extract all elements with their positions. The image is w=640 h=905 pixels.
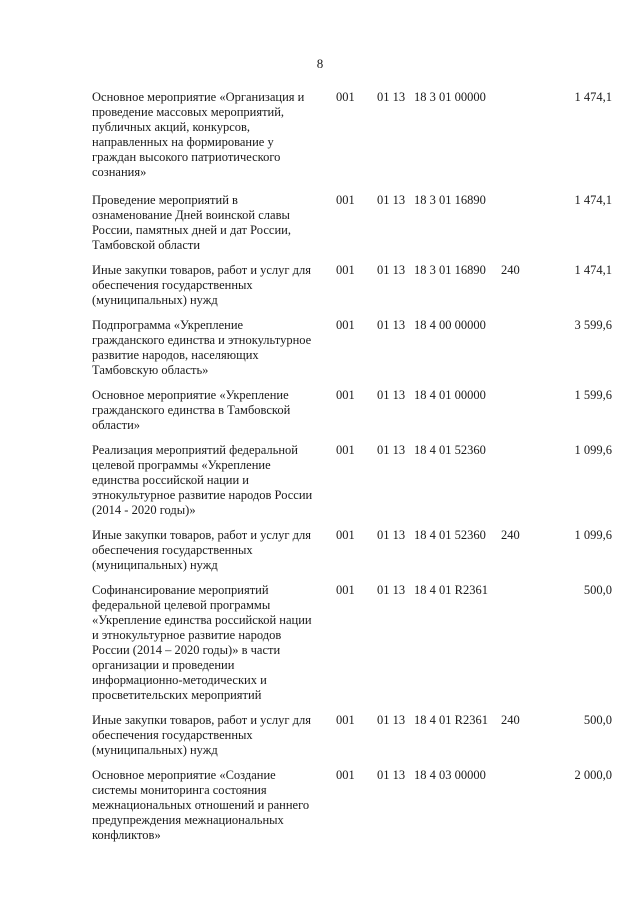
row-amount: 1 474,1: [574, 263, 612, 277]
table-row: [92, 90, 612, 180]
row-grbs-code: 001: [336, 388, 355, 402]
table-row: [92, 388, 612, 433]
table-row: [92, 528, 612, 573]
row-grbs-code: 001: [336, 193, 355, 207]
table-row: [92, 263, 612, 308]
row-description: Иные закупки товаров, работ и услуг для обеспечения государственных (муниципальных) нужд: [92, 263, 312, 307]
row-target-article-code: 18 4 01 52360: [414, 443, 486, 457]
row-description: Иные закупки товаров, работ и услуг для обеспечения государственных (муниципальных) нужд: [92, 528, 312, 572]
table-row: [92, 713, 612, 758]
row-section-code: 01 13: [377, 583, 406, 597]
row-amount: 2 000,0: [574, 768, 612, 782]
row-expense-type-code: 240: [501, 713, 520, 727]
row-expense-type-code: 240: [501, 528, 520, 542]
row-amount: 1 599,6: [574, 388, 612, 402]
row-description: Основное мероприятие «Организация и проведение массовых мероприятий, публичных акций, конкурсов, направленных на формирование у граждан высокого патриотического сознания»: [92, 90, 305, 179]
row-grbs-code: 001: [336, 583, 355, 597]
table-row: [92, 583, 612, 703]
row-amount: 1 474,1: [574, 193, 612, 207]
row-description: Подпрограмма «Укрепление гражданского единства и этнокультурное развитие народов, населяющих Тамбовскую область»: [92, 318, 312, 377]
row-section-code: 01 13: [377, 768, 406, 782]
row-target-article-code: 18 3 01 16890: [414, 263, 486, 277]
row-description: Основное мероприятие «Укрепление гражданского единства в Тамбовской области»: [92, 388, 291, 432]
row-target-article-code: 18 4 01 R2361: [414, 583, 488, 597]
row-amount: 3 599,6: [574, 318, 612, 332]
row-section-code: 01 13: [377, 318, 406, 332]
row-section-code: 01 13: [377, 193, 406, 207]
budget-table: [92, 90, 612, 843]
row-grbs-code: 001: [336, 263, 355, 277]
row-description: Софинансирование мероприятий федеральной целевой программы «Укрепление единства российской нации и этнокультурное развитие народов России (2014 – 2020 годы)» в части организации и проведении информационно-методических и просветительских мероприятий: [92, 583, 312, 702]
row-description: Иные закупки товаров, работ и услуг для обеспечения государственных (муниципальных) нужд: [92, 713, 312, 757]
row-grbs-code: 001: [336, 90, 355, 104]
row-grbs-code: 001: [336, 528, 355, 542]
row-amount: 500,0: [583, 583, 612, 597]
row-expense-type-code: 240: [501, 263, 520, 277]
table-row: [92, 193, 612, 253]
row-grbs-code: 001: [336, 713, 355, 727]
row-section-code: 01 13: [377, 528, 406, 542]
row-target-article-code: 18 4 01 R2361: [414, 713, 488, 727]
row-grbs-code: 001: [336, 768, 355, 782]
row-amount: 1 099,6: [574, 443, 612, 457]
row-description: Основное мероприятие «Создание системы мониторинга состояния межнациональных отношений и раннего предупреждения межнациональных конфликтов»: [92, 768, 310, 842]
row-description: Проведение мероприятий в ознаменование Дней воинской славы России, памятных дней и дат России, Тамбовской области: [92, 193, 291, 252]
row-section-code: 01 13: [377, 713, 406, 727]
row-amount: 500,0: [583, 713, 612, 727]
row-section-code: 01 13: [377, 263, 406, 277]
page-number: 8: [316, 56, 324, 71]
row-target-article-code: 18 4 00 00000: [414, 318, 486, 332]
row-target-article-code: 18 3 01 00000: [414, 90, 486, 104]
row-target-article-code: 18 4 01 00000: [414, 388, 486, 402]
row-amount: 1 099,6: [574, 528, 612, 542]
row-target-article-code: 18 4 01 52360: [414, 528, 486, 542]
table-row: [92, 443, 612, 518]
row-target-article-code: 18 4 03 00000: [414, 768, 486, 782]
table-row: [92, 768, 612, 843]
row-section-code: 01 13: [377, 388, 406, 402]
row-amount: 1 474,1: [574, 90, 612, 104]
row-section-code: 01 13: [377, 443, 406, 457]
row-description: Реализация мероприятий федеральной целевой программы «Укрепление единства российской нации и этнокультурное развитие народов России (2014 - 2020 годы)»: [92, 443, 313, 517]
row-section-code: 01 13: [377, 90, 406, 104]
row-target-article-code: 18 3 01 16890: [414, 193, 486, 207]
row-grbs-code: 001: [336, 318, 355, 332]
row-grbs-code: 001: [336, 443, 355, 457]
table-row: [92, 318, 612, 378]
